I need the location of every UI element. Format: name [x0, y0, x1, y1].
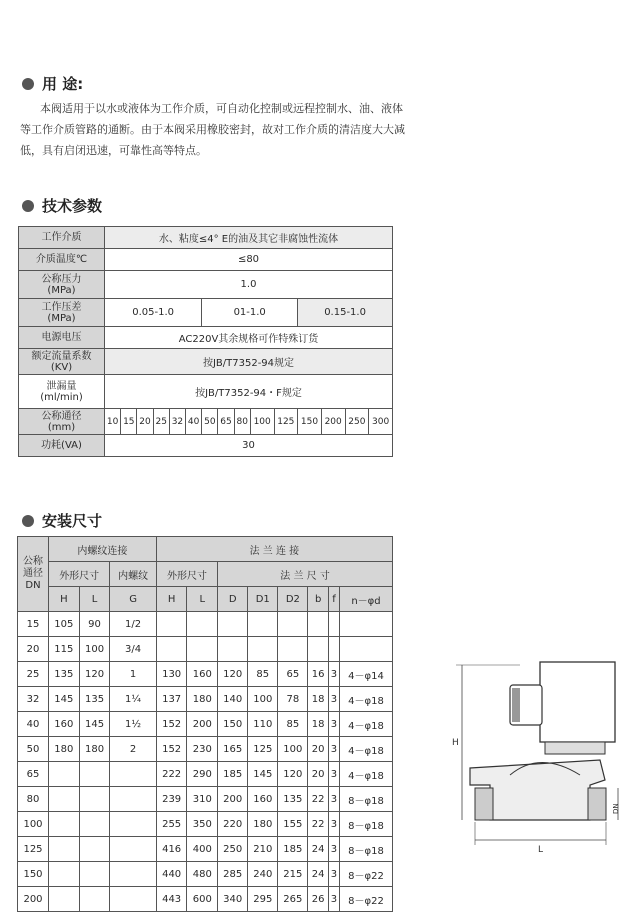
dn-value-cell: 20 [18, 637, 49, 662]
dn-cell: 250 [345, 409, 369, 435]
dn-value-cell: 65 [18, 762, 49, 787]
table-cell: 222 [156, 762, 187, 787]
dn-cell: 25 [153, 409, 169, 435]
table-cell: 115 [49, 637, 80, 662]
table-cell: 140 [218, 687, 248, 712]
col-header: L [79, 587, 110, 612]
table-cell: 4－φ18 [340, 687, 393, 712]
dn-value-cell: 80 [18, 787, 49, 812]
spec-value: 01-1.0 [202, 299, 298, 327]
table-cell [79, 837, 110, 862]
table-cell [187, 637, 218, 662]
table-cell [79, 862, 110, 887]
table-cell: 18 [308, 687, 329, 712]
table-row [18, 887, 393, 912]
dn-cell: 10 [105, 409, 121, 435]
table-cell: 8－φ22 [340, 887, 393, 912]
table-cell: 239 [156, 787, 187, 812]
table-cell: 3 [328, 887, 339, 912]
table-cell: 600 [187, 887, 218, 912]
bullet-icon [22, 78, 34, 90]
spec-label-line: (MPa) [47, 312, 76, 324]
table-cell: 210 [248, 837, 278, 862]
table-cell [308, 637, 329, 662]
dn-cell: 125 [274, 409, 298, 435]
dn-cell: 100 [250, 409, 274, 435]
dn-value-cell: 25 [18, 662, 49, 687]
usage-line: 等工作介质管路的通断。由于本阀采用橡胶密封，故对工作介质的清洁度大大减 [20, 123, 405, 136]
spec-label-line: (mm) [47, 421, 76, 433]
dn-value-cell: 40 [18, 712, 49, 737]
col-header: H [49, 587, 80, 612]
table-cell [328, 612, 339, 637]
table-cell: 200 [187, 712, 218, 737]
table-cell: 3 [328, 662, 339, 687]
spec-label-line: 泄漏量 [46, 380, 77, 392]
table-row [18, 712, 393, 737]
table-cell: 20 [308, 762, 329, 787]
flange-header: 法 兰 连 接 [156, 537, 392, 562]
table-cell [49, 837, 80, 862]
col-header: L [187, 587, 218, 612]
table-cell: 120 [218, 662, 248, 687]
table-cell: 3 [328, 862, 339, 887]
table-cell: 8－φ22 [340, 862, 393, 887]
table-cell: 155 [278, 812, 308, 837]
spec-label-line: 工作压差 [41, 301, 82, 313]
table-cell: 185 [278, 837, 308, 862]
dn-cell: 300 [369, 409, 393, 435]
table-cell: 440 [156, 862, 187, 887]
table-cell [110, 862, 156, 887]
spec-value: 按JB/T7352-94・F规定 [105, 375, 393, 409]
h-label: H [452, 738, 459, 748]
table-cell: 165 [218, 737, 248, 762]
table-cell: 1¼ [110, 687, 156, 712]
spec-label-line: (KV) [50, 361, 73, 373]
dn-value-cell: 200 [18, 887, 49, 912]
table-cell: 265 [278, 887, 308, 912]
outer-dim-header: 外形尺寸 [49, 562, 110, 587]
thread-sub-header: 内螺纹 [110, 562, 156, 587]
table-cell: 120 [79, 662, 110, 687]
table-row [19, 435, 393, 457]
table-cell: 160 [248, 787, 278, 812]
spec-label-line: 额定流量系数 [31, 350, 92, 362]
table-cell [248, 612, 278, 637]
table-cell [340, 637, 393, 662]
col-header: D [218, 587, 248, 612]
table-cell: 145 [49, 687, 80, 712]
col-header: f [328, 587, 339, 612]
spec-label-line: 公称压力 [41, 273, 82, 285]
table-cell: 22 [308, 787, 329, 812]
spec-label [19, 349, 105, 375]
table-cell: 285 [218, 862, 248, 887]
table-cell: 3 [328, 812, 339, 837]
table-cell [328, 637, 339, 662]
table-row [18, 837, 393, 862]
table-cell [218, 637, 248, 662]
table-cell: 295 [248, 887, 278, 912]
usage-line: 低，具有启闭迅速，可靠性高等特点。 [20, 144, 207, 157]
table-cell [340, 612, 393, 637]
spec-value: 0.05-1.0 [105, 299, 202, 327]
table-cell: 250 [218, 837, 248, 862]
dn-cell: 50 [202, 409, 218, 435]
dims-table [17, 536, 393, 912]
spec-value: ≤80 [105, 249, 393, 271]
table-cell: 160 [49, 712, 80, 737]
table-cell: 110 [248, 712, 278, 737]
table-cell: 215 [278, 862, 308, 887]
table-row [18, 737, 393, 762]
table-cell: 230 [187, 737, 218, 762]
flange-outer-header: 外形尺寸 [156, 562, 217, 587]
spec-label [19, 271, 105, 299]
bonnet [545, 742, 605, 754]
table-cell: 145 [248, 762, 278, 787]
usage-heading [22, 73, 83, 94]
dn-cell: 65 [218, 409, 234, 435]
dn-value-cell: 15 [18, 612, 49, 637]
table-cell: 200 [218, 787, 248, 812]
table-row [19, 349, 393, 375]
thread-header: 内螺纹连接 [49, 537, 157, 562]
table-row [19, 327, 393, 349]
table-cell: 4－φ18 [340, 737, 393, 762]
col-header: n－φd [340, 587, 393, 612]
table-cell: 78 [278, 687, 308, 712]
dims-heading [22, 510, 102, 531]
table-cell [278, 612, 308, 637]
table-cell: 152 [156, 712, 187, 737]
table-cell: 180 [248, 812, 278, 837]
table-cell: 8－φ18 [340, 787, 393, 812]
table-cell [79, 887, 110, 912]
table-cell: 180 [187, 687, 218, 712]
table-cell: 130 [156, 662, 187, 687]
dn-cell: 40 [186, 409, 202, 435]
table-row [18, 812, 393, 837]
table-cell: 1 [110, 662, 156, 687]
table-cell: 135 [278, 787, 308, 812]
spec-label: 介质温度℃ [19, 249, 105, 271]
dn-value-cell: 150 [18, 862, 49, 887]
table-cell: 135 [79, 687, 110, 712]
table-cell: 3 [328, 712, 339, 737]
table-cell: 150 [218, 712, 248, 737]
spec-label-line: (ml/min) [40, 391, 83, 403]
table-cell: 1½ [110, 712, 156, 737]
table-cell: 135 [49, 662, 80, 687]
dn-cell: 200 [321, 409, 345, 435]
table-cell: 100 [278, 737, 308, 762]
valve-drawing [440, 650, 625, 860]
table-cell: 3 [328, 787, 339, 812]
spec-value: AC220V其余规格可作特殊订货 [105, 327, 393, 349]
spec-value: 1.0 [105, 271, 393, 299]
table-cell [110, 887, 156, 912]
table-cell: 180 [49, 737, 80, 762]
table-cell: 180 [79, 737, 110, 762]
l-label: L [538, 845, 544, 855]
flange-dims-header: 法 兰 尺 寸 [218, 562, 393, 587]
spec-label: 电源电压 [19, 327, 105, 349]
table-row [18, 612, 393, 637]
spec-label [19, 409, 105, 435]
dn-header-line: DN [25, 580, 41, 591]
col-header: D2 [278, 587, 308, 612]
table-cell: 152 [156, 737, 187, 762]
table-cell: 240 [248, 862, 278, 887]
table-cell [248, 637, 278, 662]
table-cell: 4－φ18 [340, 762, 393, 787]
table-cell: 105 [49, 612, 80, 637]
table-cell: 137 [156, 687, 187, 712]
table-row [19, 227, 393, 249]
table-cell: 20 [308, 737, 329, 762]
table-cell: 26 [308, 887, 329, 912]
usage-line: 本阀适用于以水或液体为工作介质，可自动化控制或远程控制水、油、液体 [40, 102, 403, 115]
table-cell [49, 887, 80, 912]
table-cell [110, 837, 156, 862]
spec-label [19, 375, 105, 409]
bullet-icon [22, 515, 34, 527]
table-cell [156, 637, 187, 662]
table-cell: 24 [308, 862, 329, 887]
table-cell [110, 787, 156, 812]
table-cell: 290 [187, 762, 218, 787]
table-cell: 416 [156, 837, 187, 862]
outlet-port [588, 788, 606, 820]
table-cell: 22 [308, 812, 329, 837]
spec-value: 30 [105, 435, 393, 457]
table-row [18, 687, 393, 712]
table-cell: 3 [328, 737, 339, 762]
table-cell: 4－φ18 [340, 712, 393, 737]
dn-cell: 150 [298, 409, 322, 435]
spec-label: 功耗(VA) [19, 435, 105, 457]
dn-cell: 20 [137, 409, 153, 435]
table-row [19, 271, 393, 299]
dn-header [18, 537, 49, 612]
table-cell [110, 762, 156, 787]
table-cell: 443 [156, 887, 187, 912]
table-cell: 8－φ18 [340, 837, 393, 862]
table-row [18, 662, 393, 687]
table-row [18, 862, 393, 887]
col-header: G [110, 587, 156, 612]
table-row [18, 762, 393, 787]
table-cell: 255 [156, 812, 187, 837]
table-cell [187, 612, 218, 637]
specs-table [18, 226, 393, 457]
table-cell: 100 [248, 687, 278, 712]
table-cell: 16 [308, 662, 329, 687]
table-cell [79, 812, 110, 837]
table-row [19, 299, 393, 327]
table-cell [49, 812, 80, 837]
table-cell [49, 787, 80, 812]
dn-cell: 15 [121, 409, 137, 435]
col-header: D1 [248, 587, 278, 612]
table-cell [110, 812, 156, 837]
table-cell: 2 [110, 737, 156, 762]
table-row [18, 637, 393, 662]
table-cell: 1/2 [110, 612, 156, 637]
dn-value-cell: 100 [18, 812, 49, 837]
col-header: b [308, 587, 329, 612]
table-cell [278, 637, 308, 662]
connector-detail [512, 688, 520, 722]
spec-value: 0.15-1.0 [298, 299, 393, 327]
table-cell: 350 [187, 812, 218, 837]
dn-header-line: 通径 [23, 568, 43, 579]
table-header-row [18, 587, 393, 612]
spec-label: 工作介质 [19, 227, 105, 249]
dn-cell: 80 [234, 409, 250, 435]
table-cell: 185 [218, 762, 248, 787]
spec-value: 按JB/T7352-94规定 [105, 349, 393, 375]
dn-value-cell: 50 [18, 737, 49, 762]
table-row [18, 787, 393, 812]
dn-label: DN [612, 803, 620, 814]
table-cell: 65 [278, 662, 308, 687]
table-cell [156, 612, 187, 637]
dn-value-cell: 32 [18, 687, 49, 712]
table-cell: 3 [328, 837, 339, 862]
dims-table-body [18, 612, 393, 912]
table-cell: 3/4 [110, 637, 156, 662]
table-header-row [18, 537, 393, 562]
table-row [19, 409, 393, 435]
dn-header-line: 公称 [23, 556, 43, 567]
spec-label [19, 299, 105, 327]
spec-label-line: (MPa) [47, 284, 76, 296]
table-cell: 4－φ14 [340, 662, 393, 687]
table-cell [49, 762, 80, 787]
table-cell: 310 [187, 787, 218, 812]
col-header: H [156, 587, 187, 612]
table-cell [49, 862, 80, 887]
spec-value: 水、粘度≤4° E的油及其它非腐蚀性流体 [105, 227, 393, 249]
table-cell [79, 787, 110, 812]
table-cell: 145 [79, 712, 110, 737]
table-cell: 90 [79, 612, 110, 637]
table-cell: 160 [187, 662, 218, 687]
table-cell: 120 [278, 762, 308, 787]
dims-title: 安装尺寸 [42, 512, 103, 530]
table-cell: 3 [328, 762, 339, 787]
specs-heading [22, 195, 102, 216]
table-cell: 85 [278, 712, 308, 737]
table-cell [218, 612, 248, 637]
table-cell [79, 762, 110, 787]
table-header-row [18, 562, 393, 587]
usage-paragraph [20, 98, 430, 161]
dn-cell: 32 [169, 409, 185, 435]
table-cell: 220 [218, 812, 248, 837]
specs-title: 技术参数 [42, 197, 103, 215]
table-cell: 480 [187, 862, 218, 887]
table-cell: 100 [79, 637, 110, 662]
table-cell: 400 [187, 837, 218, 862]
table-cell [308, 612, 329, 637]
dn-value-cell: 125 [18, 837, 49, 862]
table-cell: 85 [248, 662, 278, 687]
table-row [19, 375, 393, 409]
table-cell: 18 [308, 712, 329, 737]
usage-title: 用 途: [42, 75, 84, 93]
table-cell: 24 [308, 837, 329, 862]
table-cell: 8－φ18 [340, 812, 393, 837]
bullet-icon [22, 200, 34, 212]
table-row [19, 249, 393, 271]
table-cell: 340 [218, 887, 248, 912]
table-cell: 3 [328, 687, 339, 712]
spec-label-line: 公称通径 [41, 410, 82, 422]
coil-box [540, 662, 615, 742]
table-cell: 125 [248, 737, 278, 762]
inlet-port [475, 788, 493, 820]
